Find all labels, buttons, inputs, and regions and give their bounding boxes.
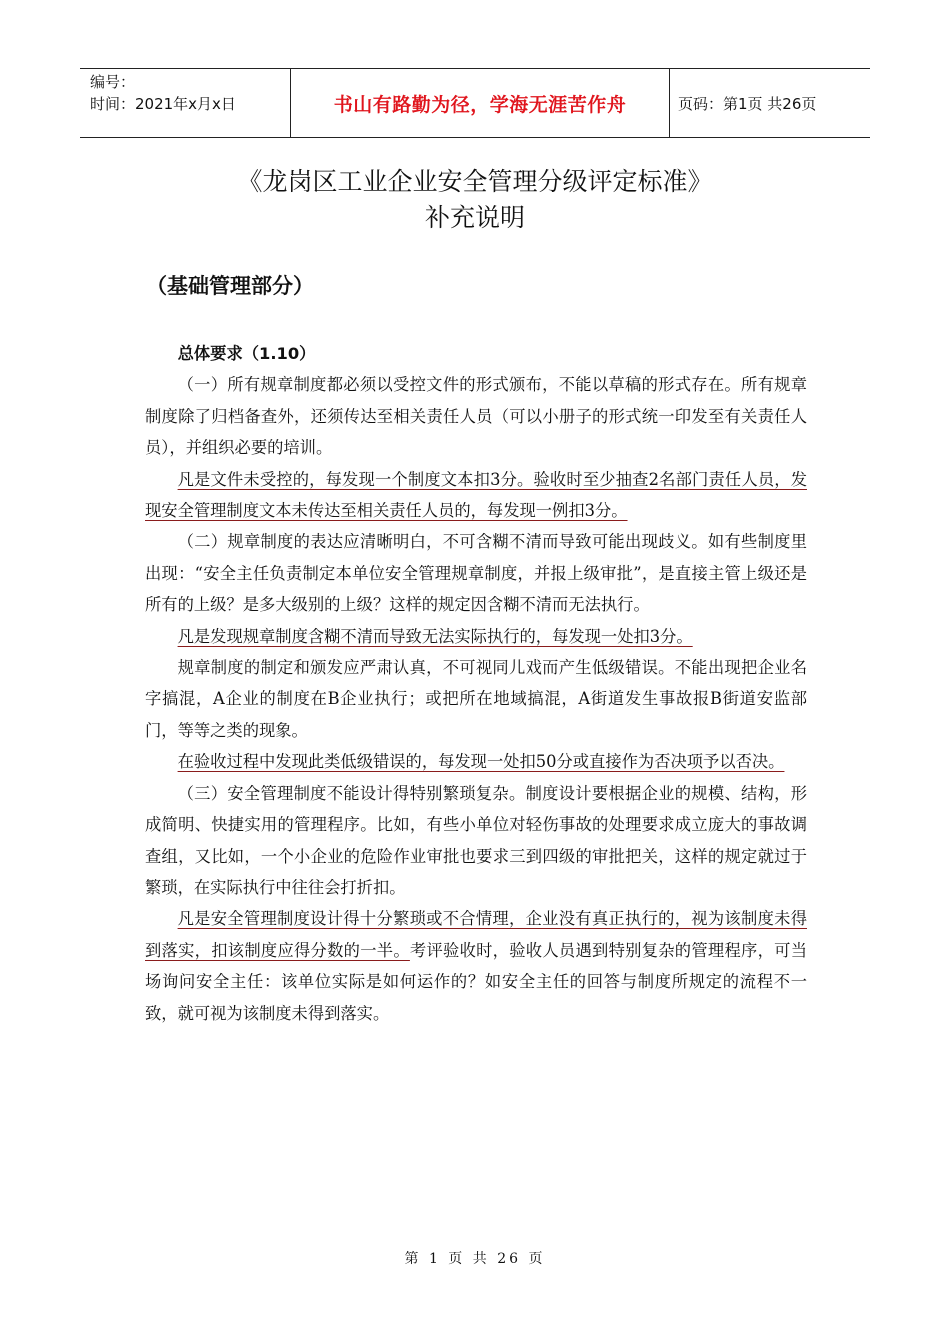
paragraph: （二）规章制度的表达应清晰明白，不可含糊不清而导致可能出现歧义。如有些制度里出现：“安全主任负责制定本单位安全管理规章制度，并报上级审批”，是直接主管上级还是所有的上级？是多大级别的上级？这样的规定因含糊不清而无法执行。 — [145, 532, 807, 615]
document-header — [80, 68, 870, 138]
paragraph-rule — [145, 621, 807, 652]
paragraph-rule — [145, 746, 807, 777]
underlined-rule: 在验收过程中发现此类低级错误的，每发现一处扣50分或直接作为否决项予以否决。 — [177, 752, 785, 772]
header-page-info: 页码：第1页 共26页 — [678, 94, 817, 113]
document-number-label: 编号： — [90, 73, 136, 91]
paragraph-text: 考评验收时，验收人员遇到特别复杂的管理程序，可当场询问安全主任：该单位实际是如何运作的？如安全主任的回答与制度所规定的流程不一致，就可视为该制度未得到落实。 — [145, 940, 807, 1023]
underlined-rule: 凡是文件未受控的，每发现一个制度文本扣3分。验收时至少抽查2名部门责任人员，发现安全管理制度文本未传达至相关责任人员的，每发现一例扣3分。 — [145, 469, 807, 521]
page-footer: 第 1 页 共 26 页 — [404, 1251, 546, 1267]
document-time-label: 时间：2021年x月x日 — [90, 95, 236, 113]
paragraph-rule — [145, 464, 807, 527]
requirement-heading: 总体要求（1.10） — [177, 344, 316, 363]
section-heading: （基础管理部分） — [146, 274, 314, 298]
document-title: 《龙岗区工业企业安全管理分级评定标准》 — [237, 167, 713, 196]
paragraph: （三）安全管理制度不能设计得特别繁琐复杂。制度设计要根据企业的规模、结构，形成简明、快捷实用的管理程序。比如，有些小单位对轻伤事故的处理要求成立庞大的事故调查组，又比如，一个小企业的危险作业审批也要求三到四级的审批把关，这样的规定就过于繁琐，在实际执行中往往会打折扣。 — [145, 783, 807, 897]
header-motto: 书山有路勤为径，学海无涯苦作舟 — [291, 69, 670, 137]
paragraph: （一）所有规章制度都必须以受控文件的形式颁布，不能以草稿的形式存在。所有规章制度除了归档备查外，还须传达至相关责任人员（可以小册子的形式统一印发至有关责任人员），并组织必要的培训。 — [145, 375, 807, 458]
header-meta — [80, 69, 291, 137]
document-body — [145, 338, 807, 1029]
paragraph: 规章制度的制定和颁发应严肃认真，不可视同儿戏而产生低级错误。不能出现把企业名字搞混，A企业的制度在B企业执行；或把所在地域搞混，A街道发生事故报B街道安监部门，等等之类的现象。 — [145, 658, 807, 740]
document-subtitle: 补充说明 — [424, 203, 525, 232]
underlined-rule: 凡是安全管理制度设计得十分繁琐或不合情理，企业没有真正执行的，视为该制度未得到落实，扣该制度应得分数的一半。 — [145, 909, 807, 960]
paragraph-rule — [145, 903, 807, 1029]
underlined-rule: 凡是发现规章制度含糊不清而导致无法实际执行的，每发现一处扣3分。 — [177, 626, 693, 646]
